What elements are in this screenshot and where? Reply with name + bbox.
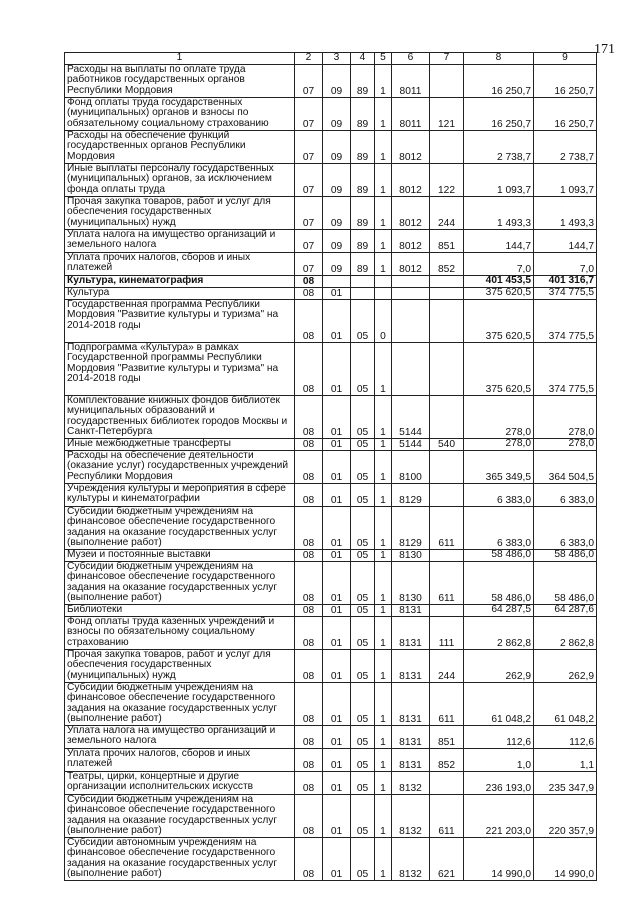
section-code: 01 (323, 795, 351, 838)
amount-year-2: 7,0 (534, 253, 597, 276)
amount-year-1: 14 990,0 (464, 838, 534, 881)
expense-type-code: 611 (430, 795, 464, 838)
program-code: 89 (351, 131, 375, 164)
item-code: 8132 (392, 795, 430, 838)
item-code: 8129 (392, 507, 430, 550)
subprogram-code: 1 (375, 65, 392, 98)
expense-type-code: 244 (430, 197, 464, 230)
program-code: 05 (351, 451, 375, 484)
table-row (65, 439, 597, 451)
subprogram-code: 1 (375, 131, 392, 164)
amount-year-2: 58 486,0 (534, 562, 597, 605)
section-code: 01 (323, 650, 351, 683)
expense-type-code: 111 (430, 617, 464, 650)
chapter-code: 08 (295, 439, 323, 451)
amount-year-2: 64 287,6 (534, 605, 597, 617)
program-code: 05 (351, 650, 375, 683)
item-code: 8012 (392, 131, 430, 164)
expense-type-code (430, 65, 464, 98)
expense-type-code: 851 (430, 230, 464, 253)
table-row (65, 507, 597, 550)
section-code: 09 (323, 230, 351, 253)
subprogram-code: 1 (375, 749, 392, 772)
section-code: 09 (323, 98, 351, 131)
amount-year-1: 6 383,0 (464, 484, 534, 507)
section-code: 01 (323, 507, 351, 550)
table-row (65, 396, 597, 439)
chapter-code: 07 (295, 98, 323, 131)
chapter-code: 07 (295, 230, 323, 253)
section-code: 01 (323, 343, 351, 396)
subprogram-code: 1 (375, 451, 392, 484)
subprogram-code: 1 (375, 230, 392, 253)
program-code: 05 (351, 484, 375, 507)
subprogram-code: 1 (375, 253, 392, 276)
amount-year-2: 235 347,9 (534, 772, 597, 795)
chapter-code: 08 (295, 562, 323, 605)
subprogram-code: 1 (375, 396, 392, 439)
amount-year-2: 61 048,2 (534, 683, 597, 726)
item-code: 8012 (392, 164, 430, 197)
col-header-1: 1 (65, 53, 295, 65)
column-number-row (65, 53, 597, 65)
section-code: 09 (323, 253, 351, 276)
row-name: Фонд оплаты труда казенных учреждений и взносы по обязательному социальному страхованию (65, 617, 295, 650)
section-code: 09 (323, 164, 351, 197)
amount-year-2: 278,0 (534, 396, 597, 439)
table-row (65, 343, 597, 396)
chapter-code: 08 (295, 276, 323, 288)
table-row (65, 838, 597, 881)
expense-type-code (430, 276, 464, 288)
program-code: 05 (351, 772, 375, 795)
row-name: Уплата прочих налогов, сборов и иных платежей (65, 253, 295, 276)
chapter-code: 08 (295, 288, 323, 300)
amount-year-1: 375 620,5 (464, 288, 534, 300)
subprogram-code: 1 (375, 650, 392, 683)
expense-type-code (430, 396, 464, 439)
subprogram-code: 1 (375, 484, 392, 507)
table-row (65, 683, 597, 726)
row-name: Учреждения культуры и мероприятия в сфере культуры и кинематографии (65, 484, 295, 507)
expense-type-code (430, 300, 464, 343)
program-code: 05 (351, 683, 375, 726)
amount-year-1: 365 349,5 (464, 451, 534, 484)
subprogram-code (375, 276, 392, 288)
section-code: 01 (323, 550, 351, 562)
item-code: 8132 (392, 772, 430, 795)
section-code: 01 (323, 300, 351, 343)
expense-type-code: 611 (430, 507, 464, 550)
item-code: 5144 (392, 396, 430, 439)
row-name: Музеи и постоянные выставки (65, 550, 295, 562)
subprogram-code: 1 (375, 550, 392, 562)
subprogram-code: 1 (375, 343, 392, 396)
amount-year-1: 6 383,0 (464, 507, 534, 550)
chapter-code: 08 (295, 838, 323, 881)
section-code: 09 (323, 131, 351, 164)
table-row (65, 451, 597, 484)
item-code: 8131 (392, 617, 430, 650)
chapter-code: 08 (295, 726, 323, 749)
chapter-code: 08 (295, 683, 323, 726)
table-row (65, 617, 597, 650)
chapter-code: 08 (295, 300, 323, 343)
amount-year-1: 112,6 (464, 726, 534, 749)
row-name: Иные выплаты персоналу государственных (муниципальных) органов, за исключением фонда оплаты труда (65, 164, 295, 197)
col-header-8: 8 (464, 53, 534, 65)
table-row (65, 300, 597, 343)
amount-year-2: 6 383,0 (534, 507, 597, 550)
col-header-6: 6 (392, 53, 430, 65)
program-code: 05 (351, 507, 375, 550)
expense-type-code (430, 605, 464, 617)
expense-type-code: 540 (430, 439, 464, 451)
amount-year-1: 64 287,5 (464, 605, 534, 617)
item-code: 8131 (392, 749, 430, 772)
row-name: Расходы на обеспечение функций государственных органов Республики Мордовия (65, 131, 295, 164)
table-row (65, 65, 597, 98)
amount-year-2: 278,0 (534, 439, 597, 451)
item-code: 8012 (392, 197, 430, 230)
amount-year-1: 1 493,3 (464, 197, 534, 230)
expense-type-code (430, 772, 464, 795)
item-code: 8011 (392, 65, 430, 98)
expense-type-code: 611 (430, 683, 464, 726)
amount-year-1: 2 862,8 (464, 617, 534, 650)
row-name: Уплата налога на имущество организаций и земельного налога (65, 726, 295, 749)
item-code: 8130 (392, 550, 430, 562)
subprogram-code: 1 (375, 507, 392, 550)
row-name: Расходы на обеспечение деятельности (оказание услуг) государственных учреждений Республики Мордовия (65, 451, 295, 484)
amount-year-2: 364 504,5 (534, 451, 597, 484)
chapter-code: 08 (295, 795, 323, 838)
program-code: 89 (351, 98, 375, 131)
amount-year-1: 401 453,5 (464, 276, 534, 288)
amount-year-2: 2 738,7 (534, 131, 597, 164)
amount-year-1: 221 203,0 (464, 795, 534, 838)
program-code: 05 (351, 838, 375, 881)
program-code: 89 (351, 164, 375, 197)
amount-year-1: 58 486,0 (464, 550, 534, 562)
subprogram-code: 1 (375, 197, 392, 230)
table-row (65, 550, 597, 562)
item-code (392, 288, 430, 300)
amount-year-2: 6 383,0 (534, 484, 597, 507)
table-row (65, 749, 597, 772)
subprogram-code: 1 (375, 439, 392, 451)
amount-year-1: 375 620,5 (464, 343, 534, 396)
col-header-7: 7 (430, 53, 464, 65)
expense-type-code: 611 (430, 562, 464, 605)
chapter-code: 08 (295, 451, 323, 484)
expense-type-code (430, 550, 464, 562)
expense-type-code (430, 484, 464, 507)
section-code: 09 (323, 197, 351, 230)
table-row (65, 276, 597, 288)
table-row (65, 650, 597, 683)
program-code: 89 (351, 230, 375, 253)
row-name: Комплектование книжных фондов библиотек муниципальных образований и государственных библиотек городов Москвы и Санкт-Петербурга (65, 396, 295, 439)
row-name: Уплата налога на имущество организаций и земельного налога (65, 230, 295, 253)
item-code: 8131 (392, 683, 430, 726)
row-name: Расходы на выплаты по оплате труда работников государственных органов Республики Мордовия (65, 65, 295, 98)
expense-type-code (430, 451, 464, 484)
table-row (65, 230, 597, 253)
row-name: Иные межбюджетные трансферты (65, 439, 295, 451)
page-number: 171 (594, 42, 615, 57)
chapter-code: 08 (295, 484, 323, 507)
program-code: 05 (351, 439, 375, 451)
item-code: 8131 (392, 726, 430, 749)
row-name: Библиотеки (65, 605, 295, 617)
expense-type-code: 122 (430, 164, 464, 197)
amount-year-2: 374 775,5 (534, 288, 597, 300)
chapter-code: 08 (295, 749, 323, 772)
subprogram-code: 1 (375, 562, 392, 605)
program-code: 05 (351, 562, 375, 605)
chapter-code: 08 (295, 772, 323, 795)
item-code: 8130 (392, 562, 430, 605)
amount-year-1: 7,0 (464, 253, 534, 276)
row-name: Субсидии бюджетным учреждениям на финансовое обеспечение государственного задания на оказание государственных услуг (выполнение работ) (65, 683, 295, 726)
subprogram-code: 0 (375, 300, 392, 343)
chapter-code: 08 (295, 605, 323, 617)
section-code: 01 (323, 617, 351, 650)
row-name: Субсидии бюджетным учреждениям на финансовое обеспечение государственного задания на оказание государственных услуг (выполнение работ) (65, 507, 295, 550)
section-code: 01 (323, 838, 351, 881)
expense-type-code (430, 131, 464, 164)
table-row (65, 197, 597, 230)
item-code (392, 343, 430, 396)
item-code: 8129 (392, 484, 430, 507)
expense-type-code (430, 343, 464, 396)
row-name: Субсидии бюджетным учреждениям на финансовое обеспечение государственного задания на оказание государственных услуг (выполнение работ) (65, 795, 295, 838)
amount-year-2: 374 775,5 (534, 343, 597, 396)
chapter-code: 08 (295, 550, 323, 562)
budget-table (64, 52, 597, 881)
row-name: Субсидии бюджетным учреждениям на финансовое обеспечение государственного задания на оказание государственных услуг (выполнение работ) (65, 562, 295, 605)
section-code: 01 (323, 726, 351, 749)
row-name: Уплата прочих налогов, сборов и иных платежей (65, 749, 295, 772)
item-code (392, 276, 430, 288)
table-row (65, 131, 597, 164)
section-code: 09 (323, 65, 351, 98)
chapter-code: 08 (295, 396, 323, 439)
chapter-code: 07 (295, 131, 323, 164)
program-code: 05 (351, 396, 375, 439)
program-code: 05 (351, 343, 375, 396)
row-name: Субсидии автономным учреждениям на финансовое обеспечение государственного задания на оказание государственных услуг (выполнение работ) (65, 838, 295, 881)
section-code: 01 (323, 484, 351, 507)
program-code: 05 (351, 605, 375, 617)
row-name: Прочая закупка товаров, работ и услуг для обеспечения государственных (муниципальных) нужд (65, 197, 295, 230)
item-code: 8012 (392, 230, 430, 253)
amount-year-2: 401 316,7 (534, 276, 597, 288)
subprogram-code: 1 (375, 164, 392, 197)
chapter-code: 07 (295, 197, 323, 230)
expense-type-code: 121 (430, 98, 464, 131)
program-code (351, 276, 375, 288)
section-code: 01 (323, 396, 351, 439)
item-code: 8100 (392, 451, 430, 484)
item-code: 8011 (392, 98, 430, 131)
amount-year-1: 1 093,7 (464, 164, 534, 197)
program-code: 05 (351, 795, 375, 838)
row-name: Культура, кинематография (65, 276, 295, 288)
subprogram-code: 1 (375, 605, 392, 617)
table-row (65, 562, 597, 605)
row-name: Театры, цирки, концертные и другие организации исполнительских искусств (65, 772, 295, 795)
table-row (65, 795, 597, 838)
chapter-code: 07 (295, 164, 323, 197)
row-name: Государственная программа Республики Мордовия "Развитие культуры и туризма" на 2014-2018 годы (65, 300, 295, 343)
item-code: 5144 (392, 439, 430, 451)
subprogram-code: 1 (375, 726, 392, 749)
expense-type-code: 852 (430, 253, 464, 276)
table-row (65, 726, 597, 749)
table-row (65, 484, 597, 507)
program-code: 05 (351, 300, 375, 343)
subprogram-code: 1 (375, 838, 392, 881)
amount-year-1: 58 486,0 (464, 562, 534, 605)
subprogram-code: 1 (375, 98, 392, 131)
amount-year-2: 112,6 (534, 726, 597, 749)
row-name: Подпрограмма «Культура» в рамках Государственной программы Республики Мордовия "Развитие культуры и туризма" на 2014-2018 годы (65, 343, 295, 396)
amount-year-1: 375 620,5 (464, 300, 534, 343)
subprogram-code: 1 (375, 683, 392, 726)
expense-type-code: 244 (430, 650, 464, 683)
section-code: 01 (323, 772, 351, 795)
table-row (65, 253, 597, 276)
amount-year-2: 374 775,5 (534, 300, 597, 343)
item-code: 8131 (392, 650, 430, 683)
program-code: 89 (351, 197, 375, 230)
col-header-5: 5 (375, 53, 392, 65)
chapter-code: 08 (295, 650, 323, 683)
table-row (65, 605, 597, 617)
table-body (65, 65, 597, 881)
program-code: 89 (351, 253, 375, 276)
section-code: 01 (323, 749, 351, 772)
amount-year-2: 16 250,7 (534, 98, 597, 131)
amount-year-2: 14 990,0 (534, 838, 597, 881)
amount-year-2: 144,7 (534, 230, 597, 253)
table-row (65, 288, 597, 300)
amount-year-1: 16 250,7 (464, 98, 534, 131)
amount-year-2: 2 862,8 (534, 617, 597, 650)
amount-year-1: 278,0 (464, 396, 534, 439)
row-name: Прочая закупка товаров, работ и услуг для обеспечения государственных (муниципальных) нужд (65, 650, 295, 683)
program-code: 05 (351, 550, 375, 562)
subprogram-code: 1 (375, 617, 392, 650)
chapter-code: 07 (295, 253, 323, 276)
item-code (392, 300, 430, 343)
amount-year-1: 144,7 (464, 230, 534, 253)
expense-type-code: 851 (430, 726, 464, 749)
section-code: 01 (323, 683, 351, 726)
subprogram-code: 1 (375, 772, 392, 795)
table-row (65, 772, 597, 795)
amount-year-1: 1,0 (464, 749, 534, 772)
chapter-code: 08 (295, 343, 323, 396)
item-code: 8131 (392, 605, 430, 617)
amount-year-1: 236 193,0 (464, 772, 534, 795)
col-header-4: 4 (351, 53, 375, 65)
amount-year-1: 2 738,7 (464, 131, 534, 164)
table-row (65, 98, 597, 131)
expense-type-code (430, 288, 464, 300)
item-code: 8132 (392, 838, 430, 881)
amount-year-2: 220 357,9 (534, 795, 597, 838)
subprogram-code (375, 288, 392, 300)
col-header-9: 9 (534, 53, 597, 65)
section-code: 01 (323, 562, 351, 605)
program-code: 05 (351, 726, 375, 749)
subprogram-code: 1 (375, 795, 392, 838)
section-code: 01 (323, 439, 351, 451)
amount-year-2: 262,9 (534, 650, 597, 683)
col-header-2: 2 (295, 53, 323, 65)
section-code: 01 (323, 605, 351, 617)
amount-year-2: 16 250,7 (534, 65, 597, 98)
col-header-3: 3 (323, 53, 351, 65)
item-code: 8012 (392, 253, 430, 276)
row-name: Культура (65, 288, 295, 300)
amount-year-2: 1 093,7 (534, 164, 597, 197)
amount-year-2: 1,1 (534, 749, 597, 772)
chapter-code: 08 (295, 617, 323, 650)
amount-year-2: 1 493,3 (534, 197, 597, 230)
chapter-code: 07 (295, 65, 323, 98)
amount-year-1: 278,0 (464, 439, 534, 451)
program-code: 05 (351, 749, 375, 772)
section-code (323, 276, 351, 288)
program-code: 05 (351, 617, 375, 650)
table-row (65, 164, 597, 197)
amount-year-1: 262,9 (464, 650, 534, 683)
amount-year-2: 58 486,0 (534, 550, 597, 562)
amount-year-1: 61 048,2 (464, 683, 534, 726)
program-code (351, 288, 375, 300)
amount-year-1: 16 250,7 (464, 65, 534, 98)
expense-type-code: 621 (430, 838, 464, 881)
row-name: Фонд оплаты труда государственных (муниципальных) органов и взносы по обязательному социальному страхованию (65, 98, 295, 131)
chapter-code: 08 (295, 507, 323, 550)
program-code: 89 (351, 65, 375, 98)
expense-type-code: 852 (430, 749, 464, 772)
section-code: 01 (323, 451, 351, 484)
section-code: 01 (323, 288, 351, 300)
